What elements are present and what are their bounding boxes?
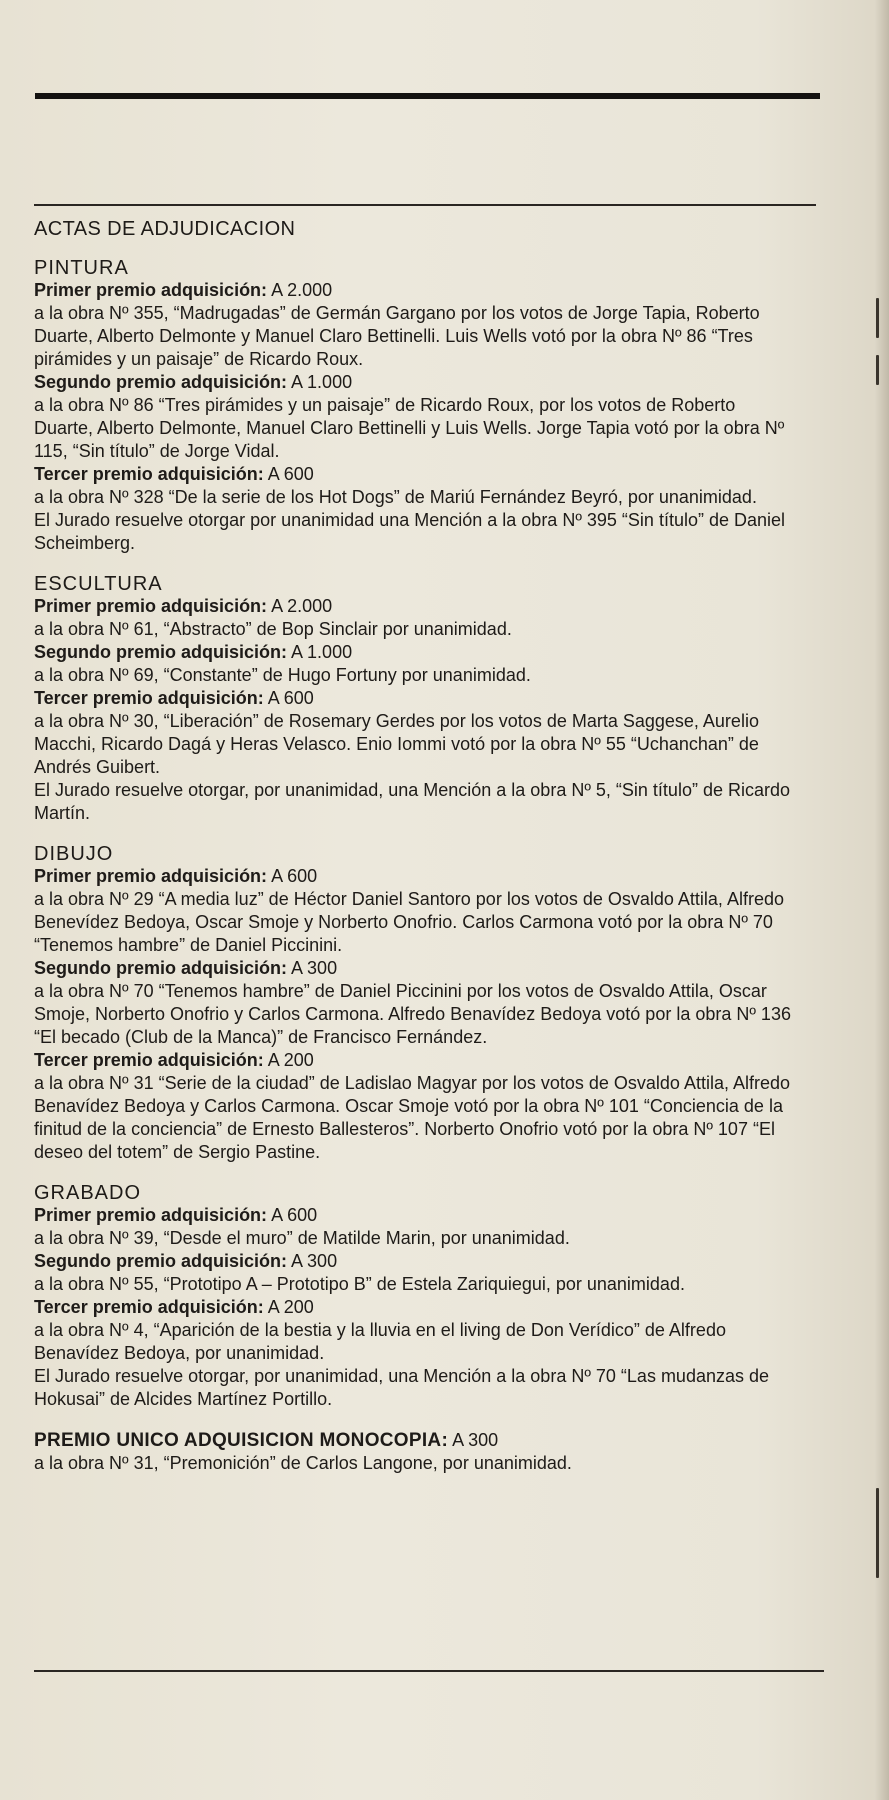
prize-text: a la obra Nº 4, “Aparición de la bestia y la lluvia en el living de Don Verídico” de Alfredo Benavídez Bedoya, por unanimidad.	[34, 1320, 726, 1363]
prize-amount: A 600	[271, 866, 318, 886]
prize-text: a la obra Nº 355, “Madrugadas” de Germán Gargano por los votos de Jorge Tapia, Roberto Duarte, Alberto Delmonte y Manuel Claro Bettinelli. Luis Wells votó por la obra Nº 86 “Tres pirámides y un paisaje” de Ricardo Roux.	[34, 303, 760, 369]
prize-heading	[34, 1049, 794, 1072]
final-prize-text: a la obra Nº 31, “Premonición” de Carlos Langone, por unanimidad.	[34, 1453, 572, 1473]
prize-amount: A 600	[267, 688, 314, 708]
prize-heading	[34, 1296, 794, 1319]
prize-entry	[34, 595, 794, 641]
prize-label: Tercer premio adquisición:	[34, 464, 264, 484]
prize-heading	[34, 1250, 794, 1273]
document-body	[34, 218, 794, 1475]
prize-heading	[34, 279, 794, 302]
prize-label: Tercer premio adquisición:	[34, 1050, 264, 1070]
prize-entry	[34, 1049, 794, 1164]
prize-entry	[34, 1204, 794, 1250]
final-prize-label: PREMIO UNICO ADQUISICION MONOCOPIA:	[34, 1430, 449, 1451]
prize-text: a la obra Nº 69, “Constante” de Hugo Fortuny por unanimidad.	[34, 665, 531, 685]
final-prize-heading	[34, 1429, 794, 1452]
document-title: ACTAS DE ADJUDICACION	[34, 218, 296, 240]
header-rule	[34, 204, 816, 206]
prize-label: Primer premio adquisición:	[34, 280, 268, 300]
prize-amount: A 300	[291, 1251, 338, 1271]
prize-label: Segundo premio adquisición:	[34, 372, 288, 392]
prize-entry	[34, 1250, 794, 1296]
section-title: PINTURA	[34, 257, 129, 279]
prize-entry	[34, 463, 794, 509]
prize-amount: A 2.000	[271, 596, 333, 616]
final-prize	[34, 1429, 794, 1475]
prize-text: a la obra Nº 55, “Prototipo A – Prototipo B” de Estela Zariquiegui, por unanimidad.	[34, 1274, 685, 1294]
prize-text: a la obra Nº 328 “De la serie de los Hot Dogs” de Mariú Fernández Beyró, por unanimidad.	[34, 487, 757, 507]
final-prize-amount: A 300	[452, 1430, 499, 1450]
jury-mention-note: El Jurado resuelve otorgar, por unanimidad, una Mención a la obra Nº 70 “Las mudanzas de Hokusai” de Alcides Martínez Portillo.	[34, 1366, 770, 1409]
prize-heading	[34, 463, 794, 486]
prize-heading	[34, 595, 794, 618]
prize-heading	[34, 957, 794, 980]
section-title: GRABADO	[34, 1182, 142, 1204]
prize-label: Tercer premio adquisición:	[34, 688, 264, 708]
prize-entry	[34, 641, 794, 687]
prize-text: a la obra Nº 86 “Tres pirámides y un paisaje” de Ricardo Roux, por los votos de Roberto Duarte, Alberto Delmonte, Manuel Claro Bettinelli y Luis Wells. Jorge Tapia votó por la obra Nº 115, “Sin título” de Jorge Vidal.	[34, 395, 785, 461]
section-grabado	[34, 1182, 794, 1411]
margin-mark	[876, 298, 879, 338]
prize-label: Primer premio adquisición:	[34, 596, 268, 616]
prize-text: a la obra Nº 30, “Liberación” de Rosemary Gerdes por los votos de Marta Saggese, Aurelio Macchi, Ricardo Dagá y Heras Velasco. Enio Iommi votó por la obra Nº 55 “Uchanchan” de Andrés Guibert.	[34, 711, 759, 777]
prize-entry	[34, 687, 794, 779]
prize-amount: A 1.000	[291, 642, 353, 662]
jury-mention-note: El Jurado resuelve otorgar, por unanimidad, una Mención a la obra Nº 5, “Sin título” de Ricardo Martín.	[34, 780, 790, 823]
prize-text: a la obra Nº 31 “Serie de la ciudad” de Ladislao Magyar por los votos de Osvaldo Attila, Alfredo Benavídez Bedoya y Carlos Carmona. Oscar Smoje votó por la obra Nº 101 “Conciencia de la finitud de la conciencia” de Ernesto Ballesteros”. Norberto Onofrio votó por la obra Nº 107 “El deseo del totem” de Sergio Pastine.	[34, 1073, 790, 1162]
prize-heading	[34, 1204, 794, 1227]
prize-heading	[34, 641, 794, 664]
sections-container	[34, 257, 794, 1411]
prize-amount: A 1.000	[291, 372, 353, 392]
section-title: ESCULTURA	[34, 573, 163, 595]
prize-amount: A 2.000	[271, 280, 333, 300]
prize-amount: A 300	[291, 958, 338, 978]
prize-label: Segundo premio adquisición:	[34, 1251, 288, 1271]
prize-label: Tercer premio adquisición:	[34, 1297, 264, 1317]
prize-label: Primer premio adquisición:	[34, 1205, 268, 1225]
prize-entry	[34, 865, 794, 957]
prize-heading	[34, 865, 794, 888]
margin-mark	[876, 355, 879, 385]
prize-label: Segundo premio adquisición:	[34, 958, 288, 978]
prize-heading	[34, 687, 794, 710]
prize-entry	[34, 279, 794, 371]
prize-amount: A 200	[267, 1297, 314, 1317]
section-title: DIBUJO	[34, 843, 114, 865]
prize-heading	[34, 371, 794, 394]
prize-amount: A 600	[271, 1205, 318, 1225]
prize-entry	[34, 1296, 794, 1365]
section-pintura	[34, 257, 794, 555]
prize-text: a la obra Nº 70 “Tenemos hambre” de Daniel Piccinini por los votos de Osvaldo Attila, Oscar Smoje, Norberto Onofrio y Carlos Carmona. Alfredo Benavídez Bedoya votó por la obra Nº 136 “El becado (Club de la Manca)” de Francisco Fernández.	[34, 981, 791, 1047]
prize-text: a la obra Nº 39, “Desde el muro” de Matilde Marin, por unanimidad.	[34, 1228, 570, 1248]
prize-amount: A 200	[267, 1050, 314, 1070]
prize-text: a la obra Nº 29 “A media luz” de Héctor Daniel Santoro por los votos de Osvaldo Attila, Alfredo Benevídez Bedoya, Oscar Smoje y Norberto Onofrio. Carlos Carmona votó por la obra Nº 70 “Tenemos hambre” de Daniel Piccinini.	[34, 889, 784, 955]
prize-entry	[34, 371, 794, 463]
prize-label: Primer premio adquisición:	[34, 866, 268, 886]
footer-rule	[34, 1670, 824, 1672]
prize-entry	[34, 957, 794, 1049]
margin-mark	[876, 1488, 879, 1578]
prize-text: a la obra Nº 61, “Abstracto” de Bop Sinclair por unanimidad.	[34, 619, 512, 639]
prize-amount: A 600	[267, 464, 314, 484]
prize-label: Segundo premio adquisición:	[34, 642, 288, 662]
section-escultura	[34, 573, 794, 825]
jury-mention-note: El Jurado resuelve otorgar por unanimidad una Mención a la obra Nº 395 “Sin título” de Daniel Scheimberg.	[34, 510, 786, 553]
section-dibujo	[34, 843, 794, 1164]
top-thick-rule	[35, 93, 820, 99]
